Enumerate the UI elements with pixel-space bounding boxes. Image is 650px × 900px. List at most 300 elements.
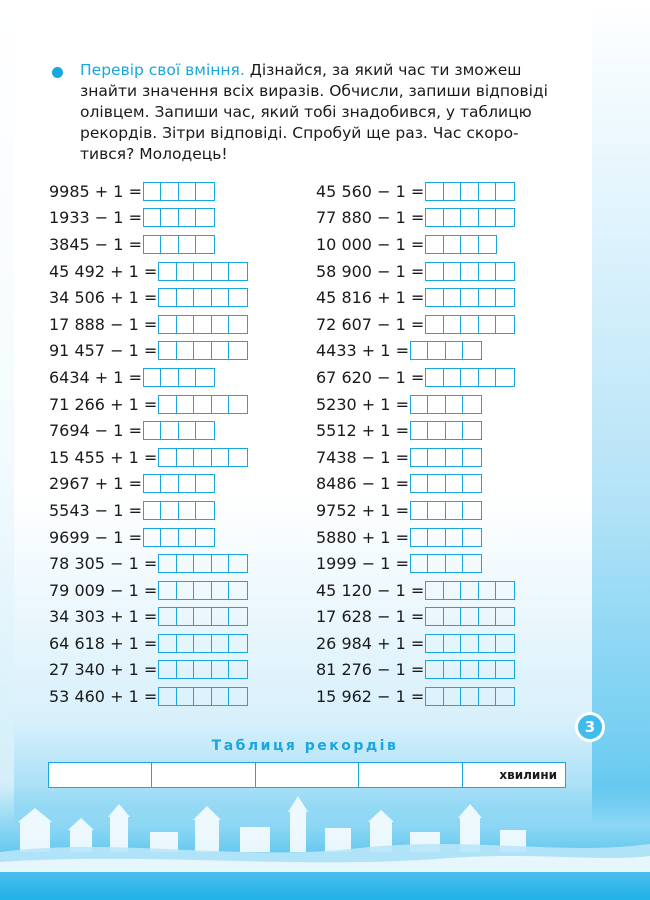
answer-digit-box[interactable] [179, 209, 197, 226]
answer-digit-box[interactable] [177, 635, 195, 652]
answer-digit-box[interactable] [426, 369, 444, 386]
answer-digit-box[interactable] [428, 396, 446, 413]
answer-digit-box[interactable] [411, 502, 429, 519]
answer-digit-box[interactable] [461, 369, 479, 386]
exercise-column-right [316, 178, 515, 710]
answer-digit-box[interactable] [179, 183, 197, 200]
answer-digit-box[interactable] [426, 316, 444, 333]
answer-digit-box[interactable] [444, 236, 462, 253]
exercise-expression: 81 276 − 1 = [316, 660, 425, 680]
answer-boxes [143, 501, 215, 520]
answer-boxes [425, 288, 515, 307]
exercise-expression: 45 560 − 1 = [316, 181, 425, 201]
exercise-expression: 34 506 + 1 = [49, 288, 158, 308]
exercise-expression: 10 000 − 1 = [316, 234, 425, 254]
answer-digit-box[interactable] [479, 316, 497, 333]
answer-digit-box[interactable] [496, 369, 514, 386]
answer-boxes [158, 341, 248, 360]
answer-digit-box[interactable] [194, 661, 212, 678]
answer-digit-box[interactable] [196, 422, 214, 439]
answer-digit-box[interactable] [479, 183, 497, 200]
exercise-expression: 67 620 − 1 = [316, 367, 425, 387]
answer-digit-box[interactable] [479, 635, 497, 652]
answer-digit-box[interactable] [446, 422, 464, 439]
answer-digit-box[interactable] [446, 529, 464, 546]
answer-digit-box[interactable] [426, 209, 444, 226]
answer-boxes [425, 634, 515, 653]
exercise-expression: 34 303 + 1 = [49, 607, 158, 627]
answer-digit-box[interactable] [463, 555, 481, 572]
records-cell[interactable] [359, 763, 462, 787]
exercise-expression: 77 880 − 1 = [316, 208, 425, 228]
exercise-expression: 53 460 + 1 = [49, 687, 158, 707]
answer-digit-box[interactable] [426, 582, 444, 599]
answer-digit-box[interactable] [229, 342, 247, 359]
answer-boxes [158, 288, 248, 307]
answer-digit-box[interactable] [196, 183, 214, 200]
exercise-expression: 9985 + 1 = [49, 181, 142, 201]
exercise-row [316, 205, 515, 232]
answer-digit-box[interactable] [479, 263, 497, 280]
answer-digit-box[interactable] [194, 342, 212, 359]
exercise-row [49, 524, 248, 551]
answer-digit-box[interactable] [177, 661, 195, 678]
exercise-row [316, 471, 515, 498]
answer-digit-box[interactable] [194, 688, 212, 705]
answer-digit-box[interactable] [177, 555, 195, 572]
answer-digit-box[interactable] [177, 582, 195, 599]
answer-boxes [425, 208, 515, 227]
answer-digit-box[interactable] [229, 316, 247, 333]
answer-digit-box[interactable] [194, 396, 212, 413]
exercise-column-left [49, 178, 248, 710]
exercise-row [316, 604, 515, 631]
answer-digit-box[interactable] [161, 209, 179, 226]
answer-digit-box[interactable] [179, 502, 197, 519]
answer-digit-box[interactable] [161, 236, 179, 253]
answer-digit-box[interactable] [479, 209, 497, 226]
answer-digit-box[interactable] [144, 236, 162, 253]
answer-digit-box[interactable] [159, 555, 177, 572]
exercise-expression: 64 618 + 1 = [49, 633, 158, 653]
answer-digit-box[interactable] [461, 263, 479, 280]
exercise-expression: 3845 − 1 = [49, 234, 142, 254]
exercise-expression: 17 888 − 1 = [49, 314, 158, 334]
answer-boxes [410, 421, 482, 440]
answer-digit-box[interactable] [177, 449, 195, 466]
answer-boxes [158, 581, 248, 600]
exercise-row [316, 524, 515, 551]
exercise-row [49, 471, 248, 498]
answer-digit-box[interactable] [444, 369, 462, 386]
instructions-lead: Перевір свої вміння. [80, 61, 245, 79]
answer-digit-box[interactable] [212, 688, 230, 705]
exercise-expression: 78 305 − 1 = [49, 554, 158, 574]
answer-boxes [158, 607, 248, 626]
answer-digit-box[interactable] [159, 661, 177, 678]
answer-digit-box[interactable] [428, 449, 446, 466]
answer-digit-box[interactable] [196, 236, 214, 253]
answer-boxes [158, 634, 248, 653]
exercise-row [316, 417, 515, 444]
records-cell[interactable] [49, 763, 152, 787]
answer-boxes [143, 182, 215, 201]
answer-boxes [410, 395, 482, 414]
answer-digit-box[interactable] [212, 263, 230, 280]
answer-digit-box[interactable] [159, 289, 177, 306]
answer-digit-box[interactable] [161, 183, 179, 200]
answer-digit-box[interactable] [426, 183, 444, 200]
exercise-row [49, 178, 248, 205]
answer-digit-box[interactable] [194, 555, 212, 572]
answer-digit-box[interactable] [446, 502, 464, 519]
answer-boxes [425, 368, 515, 387]
answer-digit-box[interactable] [426, 635, 444, 652]
answer-digit-box[interactable] [159, 608, 177, 625]
exercise-expression: 91 457 − 1 = [49, 341, 158, 361]
answer-digit-box[interactable] [446, 475, 464, 492]
answer-digit-box[interactable] [411, 449, 429, 466]
answer-digit-box[interactable] [196, 209, 214, 226]
left-margin-strip [0, 0, 14, 900]
records-unit-cell: хвилини [499, 768, 558, 782]
answer-digit-box[interactable] [177, 396, 195, 413]
answer-digit-box[interactable] [179, 422, 197, 439]
exercise-row [49, 391, 248, 418]
exercise-expression: 58 900 − 1 = [316, 261, 425, 281]
answer-digit-box[interactable] [229, 688, 247, 705]
answer-digit-box[interactable] [144, 422, 162, 439]
answer-digit-box[interactable] [428, 475, 446, 492]
answer-digit-box[interactable] [212, 661, 230, 678]
exercise-row [49, 364, 248, 391]
answer-digit-box[interactable] [444, 263, 462, 280]
answer-digit-box[interactable] [229, 263, 247, 280]
answer-digit-box[interactable] [411, 529, 429, 546]
answer-digit-box[interactable] [179, 475, 197, 492]
exercise-row [316, 258, 515, 285]
answer-digit-box[interactable] [446, 555, 464, 572]
records-cell[interactable] [152, 763, 255, 787]
answer-digit-box[interactable] [444, 316, 462, 333]
exercise-row [316, 550, 515, 577]
answer-digit-box[interactable] [426, 688, 444, 705]
exercise-expression: 6434 + 1 = [49, 367, 142, 387]
answer-digit-box[interactable] [496, 316, 514, 333]
exercise-expression: 5880 + 1 = [316, 527, 409, 547]
exercise-row [49, 630, 248, 657]
answer-digit-box[interactable] [177, 263, 195, 280]
exercise-expression: 15 455 + 1 = [49, 447, 158, 467]
answer-digit-box[interactable] [496, 635, 514, 652]
exercise-expression: 5543 − 1 = [49, 500, 142, 520]
answer-boxes [158, 315, 248, 334]
answer-digit-box[interactable] [461, 316, 479, 333]
exercise-row [49, 205, 248, 232]
exercise-expression: 72 607 − 1 = [316, 314, 425, 334]
exercise-row [316, 311, 515, 338]
instructions-text [54, 60, 569, 165]
town-skyline-icon [0, 782, 650, 872]
answer-digit-box[interactable] [179, 236, 197, 253]
answer-digit-box[interactable] [159, 688, 177, 705]
instructions-line-3: олівцем. Запиши час, який тобі знадобився, у таблицю [80, 103, 532, 121]
exercise-row [316, 577, 515, 604]
records-cell[interactable] [256, 763, 359, 787]
exercise-row [49, 417, 248, 444]
answer-digit-box[interactable] [212, 342, 230, 359]
answer-boxes [425, 262, 515, 281]
answer-digit-box[interactable] [461, 608, 479, 625]
answer-boxes [158, 554, 248, 573]
answer-boxes [158, 660, 248, 679]
answer-digit-box[interactable] [463, 396, 481, 413]
answer-digit-box[interactable] [194, 263, 212, 280]
instructions-line-4: рекордів. Зітри відповіді. Спробуй ще раз. Час скоро- [80, 124, 519, 142]
answer-digit-box[interactable] [496, 209, 514, 226]
answer-digit-box[interactable] [177, 342, 195, 359]
answer-digit-box[interactable] [444, 661, 462, 678]
exercise-expression: 7438 − 1 = [316, 447, 409, 467]
exercise-row [49, 338, 248, 365]
answer-digit-box[interactable] [411, 422, 429, 439]
answer-digit-box[interactable] [161, 369, 179, 386]
answer-digit-box[interactable] [446, 396, 464, 413]
answer-boxes [425, 182, 515, 201]
answer-digit-box[interactable] [196, 369, 214, 386]
answer-digit-box[interactable] [444, 608, 462, 625]
exercise-expression: 27 340 + 1 = [49, 660, 158, 680]
exercise-expression: 4433 + 1 = [316, 341, 409, 361]
exercise-row [49, 311, 248, 338]
exercise-expression: 26 984 + 1 = [316, 633, 425, 653]
answer-digit-box[interactable] [179, 529, 197, 546]
answer-digit-box[interactable] [411, 555, 429, 572]
answer-digit-box[interactable] [159, 635, 177, 652]
answer-boxes [158, 395, 248, 414]
answer-digit-box[interactable] [144, 475, 162, 492]
answer-digit-box[interactable] [177, 608, 195, 625]
answer-digit-box[interactable] [461, 289, 479, 306]
answer-digit-box[interactable] [196, 475, 214, 492]
answer-boxes [425, 581, 515, 600]
exercise-expression: 1933 − 1 = [49, 208, 142, 228]
answer-digit-box[interactable] [144, 369, 162, 386]
answer-digit-box[interactable] [212, 608, 230, 625]
records-title: Таблиця рекордів [211, 738, 399, 754]
answer-digit-box[interactable] [212, 635, 230, 652]
answer-digit-box[interactable] [496, 688, 514, 705]
answer-boxes [425, 315, 515, 334]
answer-digit-box[interactable] [446, 449, 464, 466]
answer-digit-box[interactable] [461, 661, 479, 678]
exercise-row [316, 657, 515, 684]
answer-digit-box[interactable] [177, 316, 195, 333]
answer-digit-box[interactable] [159, 263, 177, 280]
answer-digit-box[interactable] [428, 555, 446, 572]
answer-digit-box[interactable] [161, 502, 179, 519]
exercise-expression: 9752 + 1 = [316, 500, 409, 520]
answer-digit-box[interactable] [479, 608, 497, 625]
exercise-row [316, 444, 515, 471]
exercise-row [316, 338, 515, 365]
exercise-row [316, 497, 515, 524]
answer-digit-box[interactable] [479, 661, 497, 678]
exercise-expression: 17 628 − 1 = [316, 607, 425, 627]
answer-digit-box[interactable] [229, 635, 247, 652]
answer-digit-box[interactable] [159, 342, 177, 359]
exercise-row [316, 630, 515, 657]
exercise-row [49, 258, 248, 285]
exercise-row [49, 604, 248, 631]
answer-digit-box[interactable] [444, 688, 462, 705]
answer-digit-box[interactable] [161, 422, 179, 439]
answer-digit-box[interactable] [444, 183, 462, 200]
answer-digit-box[interactable] [426, 661, 444, 678]
answer-digit-box[interactable] [426, 289, 444, 306]
answer-digit-box[interactable] [159, 449, 177, 466]
answer-digit-box[interactable] [428, 529, 446, 546]
answer-digit-box[interactable] [444, 582, 462, 599]
answer-digit-box[interactable] [161, 529, 179, 546]
exercise-expression: 5512 + 1 = [316, 421, 409, 441]
exercise-expression: 45 120 − 1 = [316, 580, 425, 600]
answer-digit-box[interactable] [479, 369, 497, 386]
answer-digit-box[interactable] [144, 502, 162, 519]
answer-boxes [143, 474, 215, 493]
answer-digit-box[interactable] [428, 422, 446, 439]
right-margin-strip [592, 0, 650, 900]
answer-digit-box[interactable] [496, 263, 514, 280]
answer-digit-box[interactable] [426, 236, 444, 253]
answer-digit-box[interactable] [144, 183, 162, 200]
answer-digit-box[interactable] [446, 342, 464, 359]
answer-digit-box[interactable] [463, 342, 481, 359]
answer-digit-box[interactable] [212, 289, 230, 306]
answer-digit-box[interactable] [159, 316, 177, 333]
answer-digit-box[interactable] [444, 635, 462, 652]
answer-boxes [410, 448, 482, 467]
answer-digit-box[interactable] [229, 289, 247, 306]
instructions-line-1 [54, 60, 569, 81]
answer-digit-box[interactable] [212, 449, 230, 466]
exercise-row [49, 231, 248, 258]
exercise-expression: 5230 + 1 = [316, 394, 409, 414]
exercise-expression: 45 816 + 1 = [316, 288, 425, 308]
answer-boxes [143, 421, 215, 440]
answer-digit-box[interactable] [196, 529, 214, 546]
page-number-badge: 3 [575, 712, 605, 742]
answer-digit-box[interactable] [496, 289, 514, 306]
answer-digit-box[interactable] [212, 316, 230, 333]
answer-digit-box[interactable] [229, 582, 247, 599]
answer-digit-box[interactable] [463, 422, 481, 439]
answer-digit-box[interactable] [212, 582, 230, 599]
answer-digit-box[interactable] [428, 342, 446, 359]
exercise-expression: 8486 − 1 = [316, 474, 409, 494]
instructions-line-1-rest: Дізнайся, за який час ти зможеш [249, 61, 522, 79]
answer-digit-box[interactable] [194, 316, 212, 333]
answer-digit-box[interactable] [479, 688, 497, 705]
answer-digit-box[interactable] [463, 502, 481, 519]
answer-digit-box[interactable] [179, 369, 197, 386]
answer-digit-box[interactable] [496, 582, 514, 599]
answer-digit-box[interactable] [479, 582, 497, 599]
answer-digit-box[interactable] [196, 502, 214, 519]
answer-digit-box[interactable] [461, 236, 479, 253]
answer-digit-box[interactable] [461, 688, 479, 705]
answer-boxes [143, 208, 215, 227]
answer-boxes [143, 235, 215, 254]
answer-boxes [143, 528, 215, 547]
answer-digit-box[interactable] [428, 502, 446, 519]
answer-digit-box[interactable] [177, 688, 195, 705]
answer-digit-box[interactable] [463, 475, 481, 492]
answer-digit-box[interactable] [194, 449, 212, 466]
exercise-row [49, 284, 248, 311]
answer-digit-box[interactable] [194, 289, 212, 306]
answer-digit-box[interactable] [212, 396, 230, 413]
answer-digit-box[interactable] [444, 289, 462, 306]
answer-digit-box[interactable] [411, 396, 429, 413]
answer-digit-box[interactable] [463, 449, 481, 466]
answer-digit-box[interactable] [194, 582, 212, 599]
exercise-row [316, 683, 515, 710]
answer-boxes [410, 474, 482, 493]
answer-digit-box[interactable] [411, 475, 429, 492]
answer-digit-box[interactable] [212, 555, 230, 572]
instructions-line-5: тився? Молодець! [80, 145, 228, 163]
answer-digit-box[interactable] [194, 635, 212, 652]
answer-digit-box[interactable] [463, 529, 481, 546]
answer-digit-box[interactable] [461, 582, 479, 599]
answer-boxes [410, 341, 482, 360]
answer-boxes [425, 607, 515, 626]
answer-digit-box[interactable] [144, 529, 162, 546]
answer-boxes [425, 687, 515, 706]
answer-digit-box[interactable] [177, 289, 195, 306]
answer-digit-box[interactable] [496, 661, 514, 678]
exercise-expression: 71 266 + 1 = [49, 394, 158, 414]
answer-digit-box[interactable] [159, 396, 177, 413]
answer-digit-box[interactable] [229, 449, 247, 466]
answer-digit-box[interactable] [161, 475, 179, 492]
answer-digit-box[interactable] [159, 582, 177, 599]
answer-digit-box[interactable] [444, 209, 462, 226]
answer-digit-box[interactable] [496, 183, 514, 200]
answer-digit-box[interactable] [496, 608, 514, 625]
answer-digit-box[interactable] [461, 635, 479, 652]
exercise-expression: 7694 − 1 = [49, 421, 142, 441]
answer-digit-box[interactable] [461, 183, 479, 200]
exercise-row [49, 444, 248, 471]
exercise-row [316, 364, 515, 391]
answer-digit-box[interactable] [229, 661, 247, 678]
answer-digit-box[interactable] [144, 209, 162, 226]
answer-digit-box[interactable] [426, 608, 444, 625]
answer-digit-box[interactable] [461, 209, 479, 226]
answer-digit-box[interactable] [426, 263, 444, 280]
answer-digit-box[interactable] [229, 608, 247, 625]
answer-digit-box[interactable] [411, 342, 429, 359]
answer-digit-box[interactable] [479, 236, 497, 253]
exercise-expression: 79 009 − 1 = [49, 580, 158, 600]
answer-digit-box[interactable] [229, 555, 247, 572]
answer-digit-box[interactable] [194, 608, 212, 625]
records-table [48, 762, 566, 788]
answer-digit-box[interactable] [479, 289, 497, 306]
answer-digit-box[interactable] [229, 396, 247, 413]
